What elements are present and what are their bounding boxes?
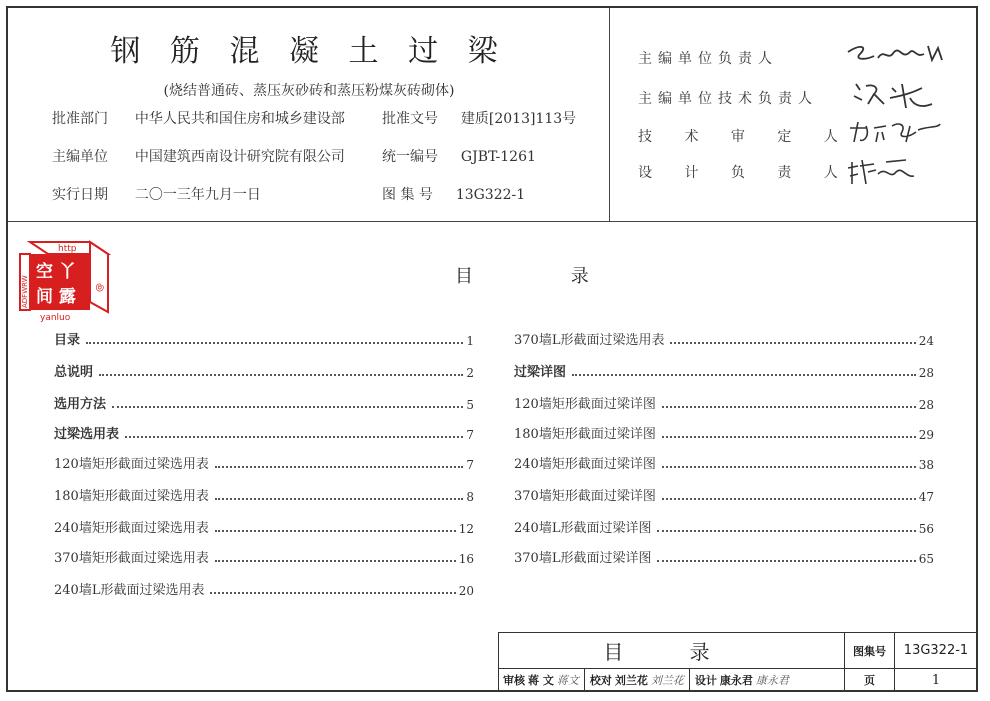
toc-entry[interactable] xyxy=(514,394,934,412)
logo-bottom-text: yanluo xyxy=(40,313,71,322)
design-label: 设计 xyxy=(694,674,717,687)
meta-label: 批准部门 xyxy=(52,111,108,127)
signature-chief xyxy=(844,38,954,70)
meta-value: 二〇一三年九月一日 xyxy=(134,187,261,203)
toc-entry-label: 过梁详图 xyxy=(514,365,567,380)
toc-entry[interactable] xyxy=(54,424,474,442)
meta-label: 主编单位 xyxy=(52,149,108,165)
design-name: 康永君 xyxy=(719,674,753,687)
toc-leader xyxy=(662,466,916,468)
toc-entry[interactable] xyxy=(54,362,474,380)
responsibility-panel xyxy=(610,8,976,222)
toc-entry[interactable] xyxy=(514,362,934,380)
toc-entry-label: 240墙矩形截面过梁选用表 xyxy=(54,521,209,536)
toc-entry-label: 370墙矩形截面过梁选用表 xyxy=(54,551,209,566)
toc-entry[interactable] xyxy=(54,394,474,412)
title-block xyxy=(498,632,976,690)
resp-label: 设 计 负 责 人 xyxy=(638,165,852,181)
meta-label: 图 集 号 xyxy=(382,187,433,203)
toc-entry-label: 180墙矩形截面过梁选用表 xyxy=(54,489,209,504)
toc-entry[interactable] xyxy=(54,548,474,566)
toc-entry-label: 370墙L形截面过梁选用表 xyxy=(514,333,665,348)
toc-entry-label: 240墙矩形截面过梁详图 xyxy=(514,457,656,472)
toc-leader xyxy=(215,530,456,532)
logo-top-text: http xyxy=(58,244,77,254)
toc-entry[interactable] xyxy=(54,454,474,472)
toc-entry[interactable] xyxy=(514,548,934,566)
toc-entry-page: 24 xyxy=(918,334,934,348)
page-number: 1 xyxy=(931,672,941,688)
toc-entry[interactable] xyxy=(514,518,934,536)
atlas-number-label: 图集号 xyxy=(845,633,895,669)
signature-design-lead xyxy=(846,154,926,188)
toc-entry-label: 240墙L形截面过梁详图 xyxy=(514,521,652,536)
toc-entry-page: 16 xyxy=(458,552,474,566)
toc-entry-label: 120墙矩形截面过梁选用表 xyxy=(54,457,209,472)
check-label: 校对 xyxy=(589,674,612,687)
toc-leader xyxy=(657,530,915,532)
meta-value: 中华人民共和国住房和城乡建设部 xyxy=(134,111,345,127)
toc-entry[interactable] xyxy=(514,486,934,504)
toc-entry-page: 7 xyxy=(466,428,474,442)
toc-entry-page: 5 xyxy=(466,398,474,412)
toc-leader xyxy=(670,342,915,344)
svg-text:@: @ xyxy=(95,283,105,292)
title-block-title: 目 录 xyxy=(499,633,845,669)
review-name: 蒋 文 xyxy=(528,674,554,687)
toc-leader xyxy=(215,466,464,468)
toc-entry-label: 240墙L形截面过梁选用表 xyxy=(54,583,205,598)
review-signature: 蒋文 xyxy=(556,674,579,687)
toc-leader xyxy=(210,592,455,594)
toc-entry-page: 12 xyxy=(458,522,474,536)
toc-entry-page: 28 xyxy=(918,398,934,412)
meta-value: 中国建筑西南设计研究院有限公司 xyxy=(134,149,345,165)
toc-entry[interactable] xyxy=(54,486,474,504)
toc-entry[interactable] xyxy=(514,454,934,472)
toc-entry-page: 28 xyxy=(918,366,934,380)
toc-entry-label: 180墙矩形截面过梁详图 xyxy=(514,427,656,442)
toc-leader xyxy=(215,560,456,562)
design-signature: 康永君 xyxy=(755,674,789,687)
toc-leader xyxy=(112,406,463,408)
toc-entry-page: 20 xyxy=(458,584,474,598)
header-info-panel xyxy=(8,8,610,222)
atlas-title: 钢 筋 混 凝 土 过 梁 xyxy=(110,34,508,69)
meta-value: 13G322-1 xyxy=(455,187,526,203)
toc-entry-label: 过梁选用表 xyxy=(54,427,120,442)
toc-entry-page: 2 xyxy=(466,366,474,380)
meta-label: 实行日期 xyxy=(52,187,108,203)
toc-entry-label: 选用方法 xyxy=(54,397,107,412)
toc-entry[interactable] xyxy=(54,330,474,348)
toc-entry-page: 38 xyxy=(918,458,934,472)
meta-row-effective-date xyxy=(52,184,261,204)
toc-entry-label: 120墙矩形截面过梁详图 xyxy=(514,397,656,412)
atlas-subtitle: (烧结普通砖、蒸压灰砂砖和蒸压粉煤灰砖砌体) xyxy=(163,83,455,99)
toc-leader xyxy=(662,436,916,438)
meta-label: 批准文号 xyxy=(382,111,438,127)
signature-reviewer xyxy=(846,118,946,148)
toc-entry-label: 总说明 xyxy=(54,365,94,380)
toc-entry-page: 8 xyxy=(466,490,474,504)
meta-row-atlas-no xyxy=(382,184,525,204)
meta-label: 统一编号 xyxy=(382,149,438,165)
toc-entry[interactable] xyxy=(514,330,934,348)
toc-leader xyxy=(657,560,915,562)
check-signature: 刘兰花 xyxy=(650,674,684,687)
yanluo-logo xyxy=(16,232,116,322)
atlas-number-value: 13G322-1 xyxy=(895,633,977,669)
toc-entry-page: 7 xyxy=(466,458,474,472)
resp-label: 主编单位负责人 xyxy=(638,51,778,67)
toc-entry-page: 56 xyxy=(918,522,934,536)
toc-entry-page: 47 xyxy=(918,490,934,504)
toc-entry-label: 目录 xyxy=(54,333,81,348)
toc-entry-page: 65 xyxy=(918,552,934,566)
meta-row-editor xyxy=(52,146,345,166)
meta-value: 建质[2013]113号 xyxy=(460,111,577,127)
toc-entry-page: 1 xyxy=(466,334,474,348)
toc-leader xyxy=(99,374,463,376)
toc-heading: 目 录 xyxy=(455,266,635,287)
toc-leader xyxy=(662,406,916,408)
logo-line2: 间 露 xyxy=(36,287,76,307)
resp-label: 主编单位技术负责人 xyxy=(638,91,818,107)
signature-tech-chief xyxy=(850,78,940,112)
toc-leader xyxy=(86,342,463,344)
toc-entry-page: 29 xyxy=(918,428,934,442)
resp-label: 技 术 审 定 人 xyxy=(638,129,852,145)
toc-leader xyxy=(215,498,464,500)
signoff-row xyxy=(499,669,845,691)
toc-leader xyxy=(125,436,463,438)
meta-row-approval xyxy=(52,108,345,128)
logo-line1: 空 丫 xyxy=(36,262,76,282)
meta-row-approval-no xyxy=(382,108,576,128)
toc-entry-label: 370墙矩形截面过梁详图 xyxy=(514,489,656,504)
toc-entry[interactable] xyxy=(54,518,474,536)
check-name: 刘兰花 xyxy=(614,674,648,687)
toc-leader xyxy=(572,374,916,376)
toc-entry[interactable] xyxy=(54,580,474,598)
review-label: 审核 xyxy=(503,674,525,687)
toc-leader xyxy=(662,498,916,500)
page-label: 页 xyxy=(845,669,895,691)
logo-side-text: ADFWRW xyxy=(21,275,29,308)
meta-row-unified-no xyxy=(382,146,536,166)
toc-entry[interactable] xyxy=(514,424,934,442)
toc-entry-label: 370墙L形截面过梁详图 xyxy=(514,551,652,566)
meta-value: GJBT-1261 xyxy=(460,149,536,165)
